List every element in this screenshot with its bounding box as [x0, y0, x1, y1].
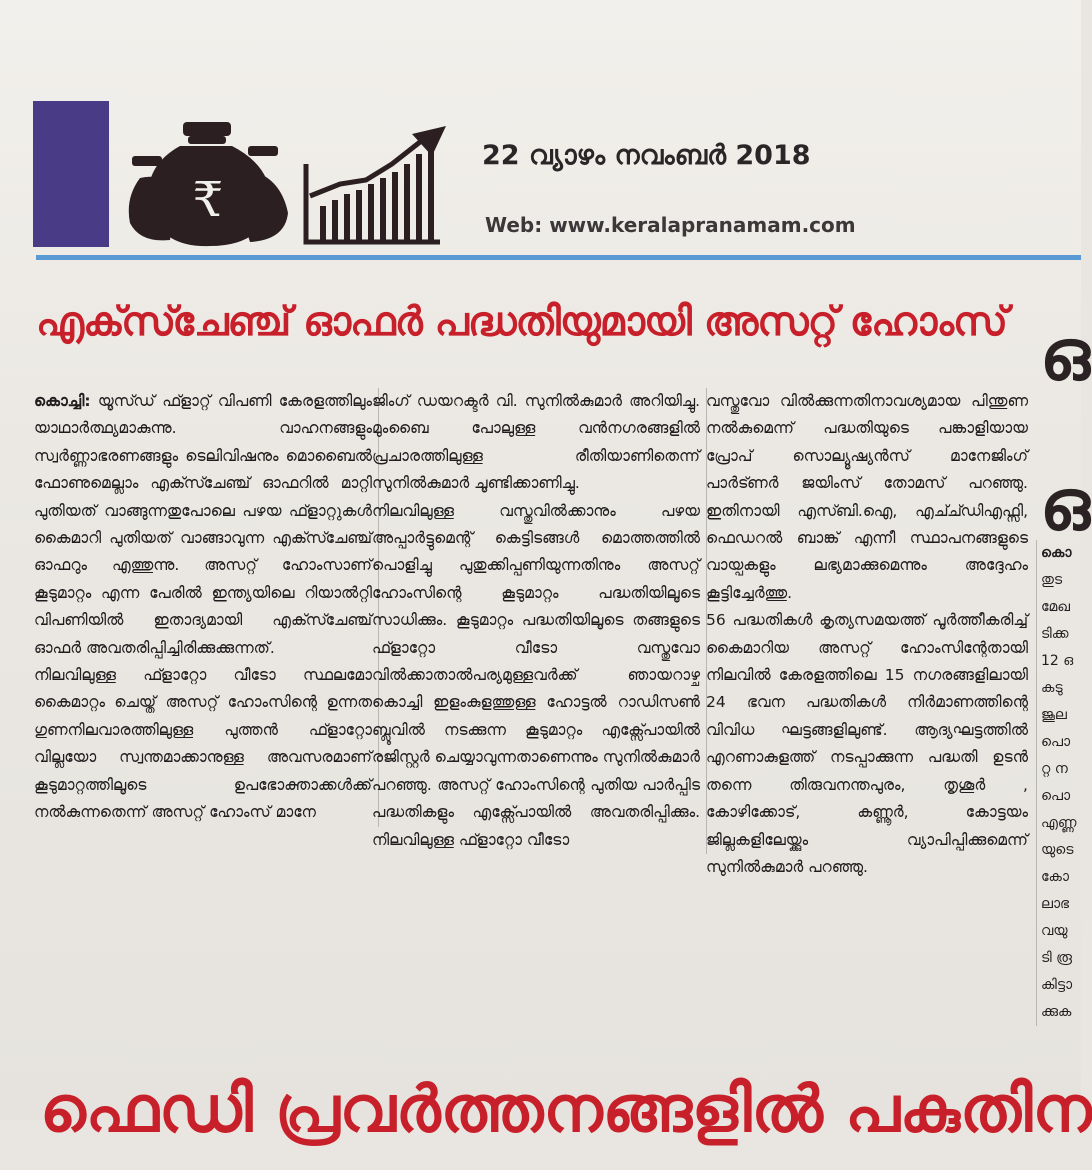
adjacent-text-fragment: ജൂല: [1041, 707, 1067, 723]
paragraph: ജിംഗ് ഡയറക്ടർ വി. സുനിൽകുമാർ അറിയിച്ചു. മുംബൈ പോലുള്ള വൻനഗരങ്ങളിൽ പ്രചാരത്തിലുള്ള രീതിയാണിതെന്ന് സുനിൽകുമാർ ചൂണ്ടിക്കാണിച്ചു.: [372, 392, 700, 493]
website-url: Web: www.keralapranamam.com: [485, 213, 856, 237]
adjacent-article-column: [1036, 540, 1086, 1026]
adjacent-text-fragment: കോ: [1041, 869, 1069, 885]
article-headline: എക്സ്ചേഞ്ച് ഓഫർ പദ്ധതിയുമായി അസറ്റ് ഹോംസ്: [36, 299, 1007, 345]
paragraph: വസ്തുവോ വിൽക്കുന്നതിനാവശ്യമായ പിന്തുണ നൽകുമെന്ന് പദ്ധതിയുടെ പങ്കാളിയായ പ്രോപ് സൊല്യൂഷ്യൻസ് മാനേജിംഗ് പാർട്ണർ ജയിംസ് തോമസ് പറഞ്ഞു. ഇതിനായി എസ്ബി.ഐ, എച്ച്ഡിഎഫ്സി, ഫെഡറൽ ബാങ്ക് എന്നീ സ്ഥാപനങ്ങളുടെ വായ്പകളും ലഭ്യമാക്കുമെന്നും അദ്ദേഹം കൂട്ടിച്ചേർത്തു.: [706, 392, 1028, 602]
article-column-2: [372, 388, 707, 854]
adjacent-text-fragment: പൊ: [1041, 734, 1071, 750]
adjacent-text-fragment: വയു: [1041, 923, 1068, 939]
adjacent-text-fragment: ടിക്ക: [1041, 626, 1069, 642]
masthead-color-block: [33, 101, 109, 247]
paragraph: 56 പദ്ധതികൾ കൃത്യസമയത്ത് പൂർത്തീകരിച്ച് കൈമാറിയ അസറ്റ് ഹോംസിന്റേതായി നിലവിൽ കേരളത്തിലെ 15 നഗരങ്ങളിലായി 24 ഭവന പദ്ധതികൾ നിർമാണത്തിന്റെ വിവിധ ഘട്ടങ്ങളിലുണ്ട്. ആദ്യഘട്ടത്തിൽ എറണാകുളത്ത് നടപ്പാക്കുന്ന പദ്ധതി ഉടൻ തന്നെ തിരുവനന്തപുരം, തൃശൂർ , കോഴിക്കോട്, കണ്ണൂർ, കോട്ടയം ജില്ലകളിലേയ്ക്കും വ്യാപിപ്പിക്കുമെന്ന് സുനിൽകുമാർ പറഞ്ഞു.: [706, 611, 1028, 876]
adjacent-text-fragment: കൊ: [1041, 545, 1072, 561]
adjacent-text-fragment: പൊ: [1041, 788, 1071, 804]
rupee-money-bags-icon: [120, 118, 295, 248]
article-column-1: [34, 388, 379, 827]
paragraph: നിലവിലുള്ള ഫ്ളാറ്റോ വീടോ സ്ഥലമോ കൈമാറ്റം ചെയ്ത് അസറ്റ് ഹോംസിന്റെ ഉന്നത ഗുണനിലവാരത്തിലുള്ള പുത്തൻ ഫ്ളാറ്റോ വില്ലയോ സ്വന്തമാക്കാനുള്ള അവസരമാണ് കൂടുമാറ്റത്തിലൂടെ ഉപഭോക്താക്കൾക്ക് നൽകുന്നതെന്ന് അസറ്റ് ഹോംസ് മാനേ: [34, 666, 372, 822]
rupee-symbol: ₹: [192, 172, 224, 228]
rising-bar-chart-icon: [300, 124, 450, 248]
issue-date: 22 വ്യാഴം നവംബർ 2018: [482, 140, 811, 171]
adjacent-text-fragment: തുട: [1041, 572, 1063, 588]
adjacent-text-fragment: 12 ഒ: [1041, 653, 1074, 669]
adjacent-text-fragment: കടു: [1041, 680, 1063, 696]
adjacent-text-fragment: മേഖ: [1041, 599, 1071, 615]
adjacent-text-fragment: റ്റ ന: [1041, 761, 1068, 777]
article-column-3: [706, 388, 1028, 881]
adjacent-text-fragment: എണ്ണ: [1041, 815, 1077, 831]
adjacent-text-fragment: കിട്ടാ: [1041, 977, 1073, 993]
next-headline-fragment: ഫെഡി പ്രവർത്തനങ്ങളിൽ പകുതിന: [40, 1073, 1092, 1147]
adjacent-text-fragment: ക്കുക: [1041, 1004, 1072, 1020]
adjacent-text-fragment: ടി രൂ: [1041, 950, 1072, 966]
paragraph-text: യൂസ്ഡ് ഫ്ളാറ്റ് വിപണി കേരളത്തിലും യാഥാർത്ഥ്യമാകുന്നു. വാഹനങ്ങളും സ്വർണ്ണാഭരണങ്ങളും ടെലിവിഷനും മൊബൈൽ ഫോണുമെല്ലാം എക്സ്ചേഞ്ച് ഓഫറിൽ മാറ്റി പുതിയത് വാങ്ങുന്നതുപോലെ പഴയ ഫ്ളാറ്റുകൾ കൈമാറി പുതിയത് വാങ്ങാവുന്ന എക്സ്ചേഞ്ച് ഓഫറും എത്തുന്നു. അസറ്റ് ഹോംസാണ് കൂടുമാറ്റം എന്ന പേരിൽ ഇന്ത്യയിലെ റിയാൽറ്റി വിപണിയിൽ ഇതാദ്യമായി എക്സ്ചേഞ്ച് ഓഫർ അവതരിപ്പിച്ചിരിക്കുക്കുന്നത്.: [34, 392, 373, 657]
adjacent-text-fragment: ലാഭ: [1041, 896, 1070, 912]
adjacent-text-fragment: യുടെ: [1041, 842, 1074, 858]
paragraph: [34, 388, 372, 662]
adjacent-headline-fragment: ഒ ഒ: [1040, 314, 1090, 546]
dateline: കൊച്ചി:: [34, 392, 91, 410]
paragraph: നിലവിലുള്ള വസ്തുവിൽക്കാനും പഴയ അപ്പാർട്ടുമെന്റ് കെട്ടിടങ്ങൾ മൊത്തത്തിൽ പൊളിച്ചു പുതുക്കിപ്പണിയുന്നതിനും അസറ്റ് ഹോംസിന്റെ കൂടുമാറ്റം പദ്ധതിയിലൂടെ സാധിക്കും. കൂടുമാറ്റം പദ്ധതിയിലൂടെ തങ്ങളുടെ ഫ്ളാറ്റോ വീടോ വസ്തുവോ വിൽക്കാതാൽപര്യമുള്ളവർക്ക് ഞായറാഴ്ച കൊച്ചി ഇളംകുളത്തുള്ള ഹോട്ടൽ റാഡിസൺ ബ്ലൂവിൽ നടക്കുന്ന കൂടുമാറ്റം എക്സ്പോയിൽ രജിസ്റ്റർ ചെയ്യാവുന്നതാണെന്നും സുനിൽകുമാർ പറഞ്ഞു. അസറ്റ് ഹോംസിന്റെ പുതിയ പാർപ്പിട പദ്ധതികളും എക്സ്പോയിൽ അവതരിപ്പിക്കും. നിലവിലുള്ള ഫ്ളാറ്റോ വീടോ: [372, 501, 700, 849]
masthead-divider: [36, 255, 1081, 260]
